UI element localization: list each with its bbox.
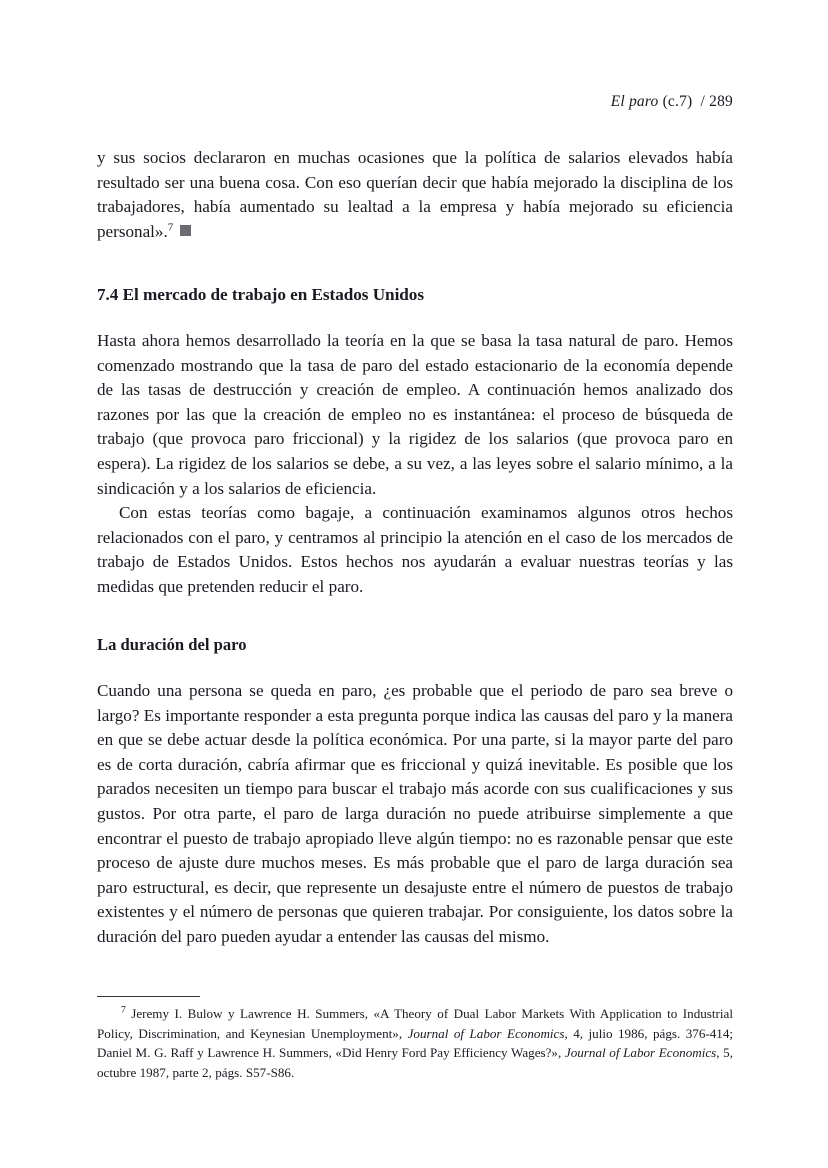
footnote-area <box>97 996 733 1082</box>
paragraph-block-4 <box>97 679 733 950</box>
footnote-separator-rule <box>97 996 200 997</box>
section-heading-block <box>97 283 733 307</box>
paragraph-block-1 <box>97 146 733 244</box>
footnote-number: 7 <box>121 1005 126 1016</box>
running-head-page-number: 289 <box>709 93 733 110</box>
running-head-separator: / <box>700 93 706 110</box>
paragraph-block-2 <box>97 329 733 501</box>
running-head-title: El paro <box>610 93 659 110</box>
footnote-text-3: , 5, octubre 1987, parte 2, págs. S57-S86. <box>97 1045 733 1080</box>
footnote-text-1: Jeremy I. Bulow y Lawrence H. Summers, «A Theory of Dual Labor Markets With Application to Industrial Policy, Discrimination, and Keynesian Unemployment», <box>97 1006 733 1041</box>
paragraph-3: Con estas teorías como bagaje, a continuación examinamos algunos otros hechos relacionados con el paro, y centramos al principio la atención en el caso de los mercados de trabajo de Estados Unidos. Estos hechos nos ayudarán a evaluar nuestras teorías y las medidas que pretenden reducir el paro. <box>97 503 733 596</box>
paragraph-4: Cuando una persona se queda en paro, ¿es probable que el periodo de paro sea breve o largo? Es importante responder a esta pregunta porque indica las causas del paro y la manera en que se debe actuar desde la política económica. Por una parte, si la mayor parte del paro es de corta duración, cabría afirmar que es friccional y quizá inevitable. Es posible que los parados necesiten un tiempo para buscar el trabajo más acorde con sus cualificaciones y sus gustos. Por otra parte, el paro de larga duración no puede atribuirse simplemente a que encontrar el puesto de trabajo apropiado lleve algún tiempo: no es razonable pensar que este proceso de ajuste dure muchos meses. Es más probable que el paro de larga duración sea paro estructural, es decir, que represente un desajuste entre el número de puestos de trabajo existentes y el número de personas que quieren trabajar. Por consiguiente, los datos sobre la duración del paro pueden ayudar a entender las causas del mismo. <box>97 681 733 946</box>
paragraph-1-text: y sus socios declararon en muchas ocasiones que la política de salarios elevados había resultado ser una buena cosa. Con eso querían decir que había mejorado la disciplina de los trabajadores, había aumentado su lealtad a la empresa y había mejorado su eficiencia personal». <box>97 148 733 241</box>
footnote-journal-2: Journal of Labor Economics <box>564 1045 717 1061</box>
footnote-7 <box>97 1004 733 1082</box>
running-head-chapter: (c.7) <box>662 93 693 110</box>
footnote-journal-1: Journal of Labor Economics <box>407 1025 565 1041</box>
footnote-text-2: , 4, julio 1986, págs. 376-414; Daniel M. G. Raff y Lawrence H. Summers, «Did Henry Ford Pay Efficiency Wages?», <box>97 1025 734 1061</box>
end-of-section-marker <box>180 225 191 236</box>
sub-heading-duracion-del-paro: La duración del paro <box>97 635 247 654</box>
paragraph-2: Hasta ahora hemos desarrollado la teoría en la que se basa la tasa natural de paro. Hemos comenzado mostrando que la tasa de paro del estado estacionario de la economía depende de las tasas de destrucción y creación de empleo. A continuación hemos analizado dos razones por las que la creación de empleo no es instantánea: el proceso de búsqueda de trabajo (que provoca paro friccional) y la rigidez de los salarios (que provoca paro en espera). La rigidez de los salarios se debe, a su vez, a las leyes sobre el salario mínimo, a la sindicación y a los salarios de eficiencia. <box>97 331 733 498</box>
section-heading-7-4: 7.4 El mercado de trabajo en Estados Unidos <box>97 285 424 304</box>
running-head <box>97 92 733 112</box>
footnote-reference-7[interactable]: 7 <box>167 221 174 234</box>
paragraph-block-3 <box>97 501 733 599</box>
paragraph-continued <box>97 146 733 244</box>
sub-heading-block <box>97 633 733 657</box>
